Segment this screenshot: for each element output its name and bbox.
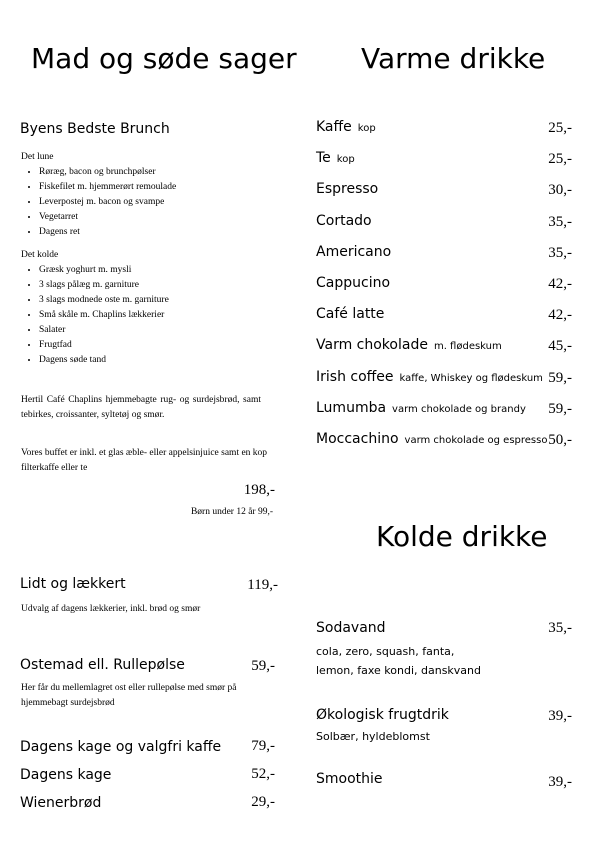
sodavand-desc2: lemon, faxe kondi, danskvand: [316, 664, 481, 677]
drink-note: kop: [357, 123, 376, 134]
drink-price: 50,-: [548, 432, 572, 448]
ostemad-price: 59,-: [251, 658, 275, 674]
list-item: • 3 slags modnede oste m. garniture: [39, 293, 281, 308]
list-item: • Dagens ret: [39, 225, 281, 240]
drink-price: 59,-: [548, 400, 572, 417]
lune-title: Det lune: [21, 152, 54, 162]
drink-price: 25,-: [548, 151, 572, 168]
lidt-price: 119,-: [247, 577, 278, 593]
drink-row: [316, 336, 574, 354]
smoothie-price: 39,-: [548, 774, 572, 790]
frugt-price: 39,-: [548, 708, 572, 724]
drink-name: Moccachino: [316, 431, 399, 447]
simple-item-price: 29,-: [251, 794, 275, 810]
drink-name: Cortado: [316, 212, 372, 229]
ostemad-title: Ostemad ell. Rullepølse: [20, 657, 185, 673]
simple-item-name: Wienerbrød: [20, 795, 102, 811]
drink-name: Café latte: [316, 306, 385, 323]
right-heading: Varme drikke: [361, 42, 546, 75]
lidt-desc: Udvalg af dagens lækkerier, inkl. brød og smør: [21, 604, 201, 614]
list-item: • Små skåle m. Chaplins lækkerier: [39, 308, 281, 323]
frugt-desc: Solbær, hyldeblomst: [316, 730, 430, 743]
drink-price: 42,-: [548, 307, 572, 324]
lidt-title: Lidt og lækkert: [20, 576, 126, 592]
drink-note: m. flødeskum: [433, 341, 502, 353]
sodavand-price: 35,-: [548, 620, 572, 636]
drink-row: [316, 274, 574, 292]
left-heading: Mad og søde sager: [31, 42, 297, 75]
drink-name: Te: [316, 150, 331, 167]
list-item: • Fiskefilet m. hjemmerørt remoulade: [39, 180, 281, 195]
drink-price: 35,-: [548, 213, 572, 230]
drink-row: [316, 430, 574, 448]
simple-item-price: 79,-: [251, 738, 275, 754]
brunch-price: 198,-: [243, 482, 275, 498]
drink-note: kop: [336, 154, 355, 166]
drink-price: 30,-: [548, 182, 572, 199]
drink-price: 45,-: [548, 338, 572, 355]
drink-row: [316, 118, 574, 136]
drink-note: kaffe, Whiskey og flødeskum: [399, 372, 543, 384]
smoothie-name: Smoothie: [316, 771, 383, 787]
drink-row: [316, 399, 574, 417]
simple-item-name: Dagens kage: [20, 767, 112, 783]
drink-note: varm chokolade og brandy: [392, 403, 526, 415]
drink-price: 25,-: [548, 120, 572, 136]
drink-name: Americano: [316, 243, 392, 260]
list-item: • Salater: [39, 323, 281, 338]
drink-name: Kaffe: [316, 119, 352, 135]
kolde-title: Det kolde: [21, 250, 59, 260]
simple-item-name: Dagens kage og valgfri kaffe: [20, 739, 222, 755]
drink-name: Espresso: [316, 181, 379, 198]
drink-row: [316, 180, 574, 198]
drink-name: Lumumba: [316, 399, 387, 416]
drink-row: [316, 305, 574, 323]
frugt-name: Økologisk frugtdrik: [316, 707, 449, 723]
list-item: • Dagens søde tand: [39, 353, 281, 368]
drink-price: 59,-: [548, 369, 572, 386]
list-item: • Leverpostej m. bacon og svampe: [39, 195, 281, 210]
sodavand-name: Sodavand: [316, 620, 386, 636]
drink-price: 42,-: [548, 276, 572, 292]
child-price: Børn under 12 år 99,-: [190, 507, 273, 517]
drink-row: [316, 243, 574, 261]
list-item: • Røræg, bacon og brunchpølser: [39, 165, 281, 180]
brunch-text1: Hertil Café Chaplins hjemmebagte rug- og surdejsbrød, samt tebirkes, croissanter, syltetøj og smør.: [21, 395, 261, 420]
cold-heading: Kolde drikke: [376, 520, 548, 553]
drink-row: [316, 212, 574, 230]
list-item: • Vegetarret: [39, 210, 281, 225]
ostemad-desc: Her får du mellemlagret ost eller rullepølse med smør på hjemmebagt surdejsbrød: [21, 683, 237, 708]
list-item: • Græsk yoghurt m. mysli: [39, 263, 281, 278]
drink-name: Irish coffee: [316, 368, 394, 385]
brunch-text2: Vores buffet er inkl. et glas æble- eller appelsinjuice samt en kop filterkaffe eller te: [21, 448, 268, 473]
drink-row: [316, 368, 574, 386]
brunch-title: Byens Bedste Brunch: [20, 121, 170, 137]
brunch-details: [21, 150, 281, 368]
lune-list: [21, 165, 281, 240]
drink-row: [316, 149, 574, 167]
list-item: • Frugtfad: [39, 338, 281, 353]
drink-name: Varm chokolade: [316, 337, 428, 354]
simple-item-price: 52,-: [251, 766, 275, 782]
drink-price: 35,-: [548, 244, 572, 261]
drink-note: varm chokolade og espresso: [404, 435, 548, 446]
kolde-list: [21, 263, 281, 368]
drink-name: Cappucino: [316, 275, 391, 291]
list-item: • 3 slags pålæg m. garniture: [39, 278, 281, 293]
sodavand-desc1: cola, zero, squash, fanta,: [316, 645, 455, 658]
